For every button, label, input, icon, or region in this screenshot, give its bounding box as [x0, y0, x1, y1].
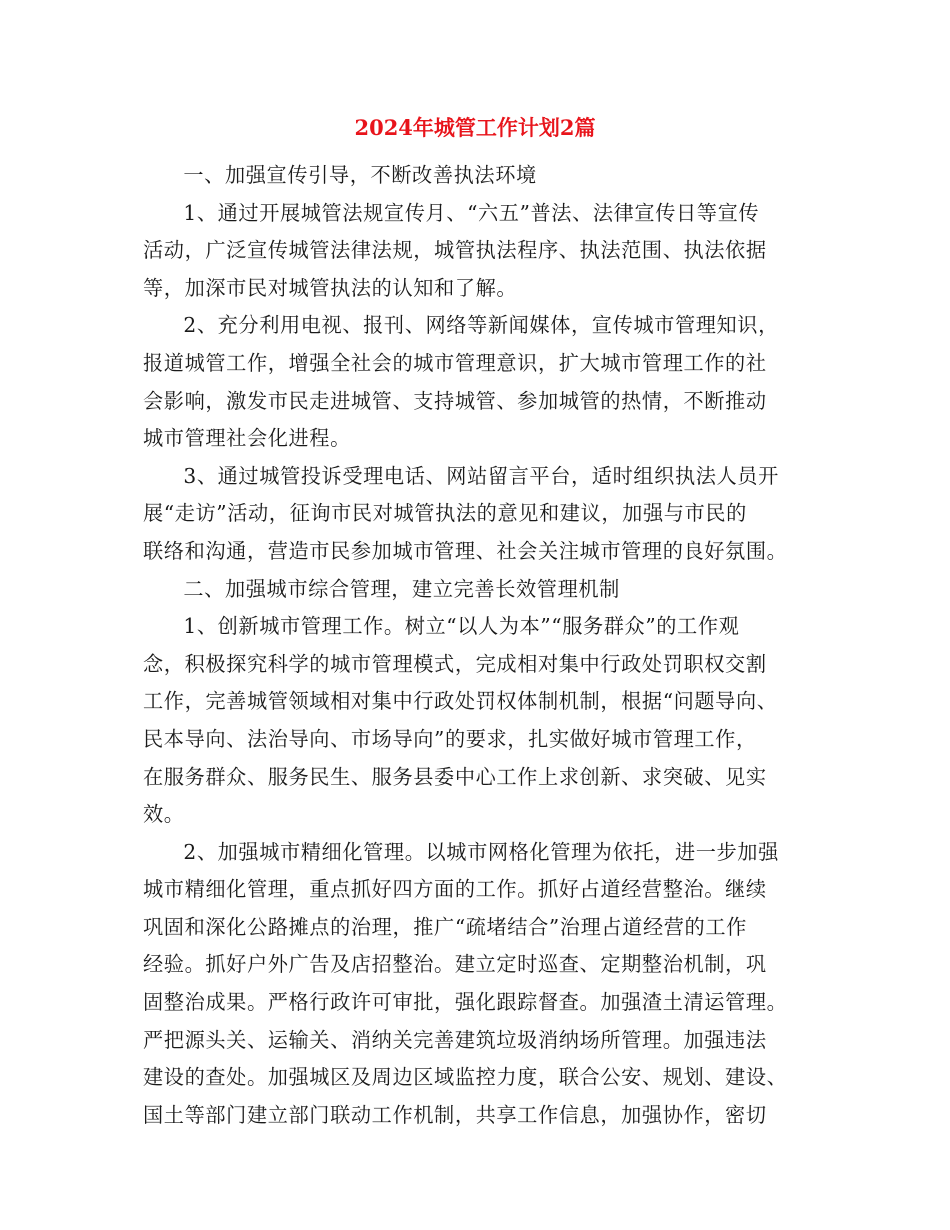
text-line: 城市管理社会化进程。 — [143, 426, 351, 451]
text-line: 3、通过城管投诉受理电话、网站留言平台，适时组织执法人员开 — [183, 463, 779, 488]
text-line: 2、充分利用电视、报刊、网络等新闻媒体，宣传城市管理知识， — [183, 313, 779, 338]
text-line: 会影响，激发市民走进城管、支持城管、参加城管的热情，不断推动 — [143, 388, 767, 413]
document-body — [143, 157, 809, 1134]
text-line: 等，加深市民对城管执法的认知和了解。 — [143, 275, 518, 300]
text-line: 联络和沟通，营造市民参加城市管理、社会关注城市管理的良好氛围。 — [143, 538, 788, 563]
text-line: 国土等部门建立部门联动工作机制，共享工作信息，加强协作，密切 — [143, 1102, 767, 1127]
text-line: 城市精细化管理，重点抓好四方面的工作。抓好占道经营整治。继续 — [143, 877, 767, 902]
text-line: 1、通过开展城管法规宣传月、“六五”普法、法律宣传日等宣传 — [183, 200, 760, 225]
text-line: 2、加强城市精细化管理。以城市网格化管理为依托，进一步加强 — [183, 839, 779, 864]
text-line: 在服务群众、服务民生、服务县委中心工作上求创新、求突破、见实 — [143, 764, 767, 789]
paragraph — [143, 307, 809, 457]
paragraph — [143, 608, 809, 834]
paragraph — [143, 195, 809, 308]
text-line: 经验。抓好户外广告及店招整治。建立定时巡查、定期整治机制，巩 — [143, 952, 767, 977]
text-line: 一、加强宣传引导，不断改善执法环境 — [183, 163, 537, 187]
text-line: 展“走访”活动，征询市民对城管执法的意见和建议，加强与市民的 — [143, 501, 747, 526]
document-title: 2024年城管工作计划2篇 — [354, 115, 596, 140]
text-line: 固整治成果。严格行政许可审批，强化跟踪督查。加强渣土清运管理。 — [143, 990, 788, 1015]
paragraph — [143, 834, 809, 1135]
paragraph — [143, 157, 809, 195]
text-line: 严把源头关、运输关、消纳关完善建筑垃圾消纳场所管理。加强违法 — [143, 1027, 767, 1052]
text-line: 巩固和深化公路摊点的治理，推广“疏堵结合”治理占道经营的工作 — [143, 914, 747, 939]
text-line: 报道城管工作，增强全社会的城市管理意识，扩大城市管理工作的社 — [143, 350, 767, 375]
text-line: 工作，完善城管领域相对集中行政处罚权体制机制，根据“问题导向、 — [143, 689, 778, 714]
paragraph — [143, 458, 809, 571]
text-line: 活动，广泛宣传城管法律法规，城管执法程序、执法范围、执法依据 — [143, 238, 767, 263]
text-line: 1、创新城市管理工作。树立“以人为本”“服务群众”的工作观 — [183, 614, 740, 639]
text-line: 效。 — [143, 802, 185, 827]
text-line: 建设的查处。加强城区及周边区域监控力度，联合公安、规划、建设、 — [143, 1065, 788, 1090]
text-line: 念，积极探究科学的城市管理模式，完成相对集中行政处罚职权交割 — [143, 651, 767, 676]
text-line: 民本导向、法治导向、市场导向”的要求，扎实做好城市管理工作， — [143, 726, 757, 751]
paragraph — [143, 571, 809, 609]
text-line: 二、加强城市综合管理，建立完善长效管理机制 — [183, 576, 620, 601]
